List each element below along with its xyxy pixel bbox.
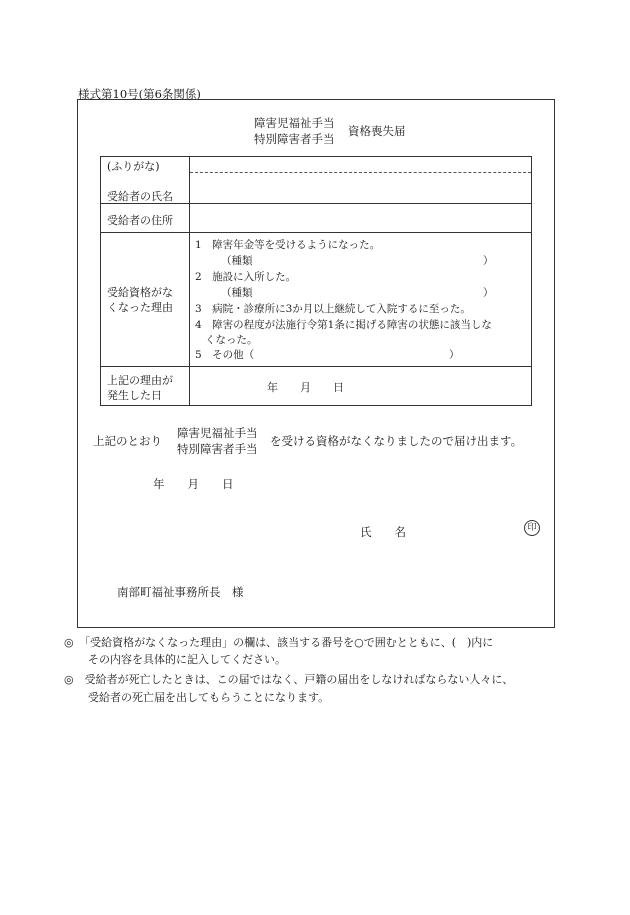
furigana-label: (ふりがな) — [107, 160, 160, 173]
reason-2: 2 施設に入所した。 — [195, 271, 297, 283]
reason-1-kind: （種類 — [221, 255, 253, 267]
table-column-divider — [189, 157, 190, 405]
applicant-name-label: 氏 名 — [360, 525, 406, 539]
reason-5: 5 その他（ — [195, 349, 255, 361]
recipient-name-label: 受給者の氏名 — [107, 190, 173, 203]
form-title: 資格喪失届 — [348, 124, 406, 138]
reason-1-close: ） — [483, 255, 494, 267]
statement-prefix: 上記のとおり — [93, 434, 162, 448]
recipient-address-label: 受給者の住所 — [107, 214, 173, 227]
occurrence-date-value: 年 月 日 — [267, 381, 344, 394]
reason-5-close: ） — [449, 349, 460, 361]
note-1-line-2: その内容を具体的に記入してください。 — [88, 653, 286, 666]
title-allowance-1: 障害児福祉手当 — [254, 116, 335, 130]
occurrence-date-label-2: 発生した日 — [107, 389, 162, 402]
note-2-line-1: ◎ 受給者が死亡したときは、この届ではなく、戸籍の届出をしなければならない人々に、 — [64, 673, 514, 686]
form-number: 様式第10号(第6条関係) — [78, 87, 201, 101]
reason-3: 3 病院・診療所に3か月以上継続して入院するに至った。 — [195, 303, 471, 315]
reason-2-close: ） — [483, 287, 494, 299]
reason-1: 1 障害年金等を受けるようになった。 — [195, 239, 381, 251]
note-1-line-1: ◎ 「受給資格がなくなった理由」の欄は、該当する番号を○で囲むとともに、( )内に — [64, 636, 494, 649]
statement-allowance-1: 障害児福祉手当 — [177, 426, 258, 440]
reason-4: 4 障害の程度が法施行令第1条に掲げる障害の状態に該当しな — [195, 319, 492, 331]
reason-label-2: くなった理由 — [107, 301, 173, 314]
table-row-divider — [101, 232, 531, 233]
note-2-line-2: 受給者の死亡届を出してもらうことになります。 — [88, 691, 330, 704]
statement-suffix: を受ける資格がなくなりましたので届け出ます。 — [270, 434, 523, 448]
reason-2-kind: （種類 — [221, 287, 253, 299]
title-allowance-2: 特別障害者手当 — [254, 132, 335, 146]
seal-mark: 印 — [524, 520, 540, 536]
submission-date: 年 月 日 — [153, 477, 234, 491]
addressee: 南部町福祉事務所長 様 — [117, 585, 244, 599]
statement-allowance-2: 特別障害者手当 — [177, 442, 258, 456]
occurrence-date-label-1: 上記の理由が — [107, 374, 173, 387]
reason-4-cont: くなった。 — [205, 334, 258, 346]
reason-label-1: 受給資格がな — [107, 286, 173, 299]
furigana-divider — [190, 172, 531, 173]
table-row-divider — [101, 366, 531, 367]
form-table — [100, 156, 532, 406]
